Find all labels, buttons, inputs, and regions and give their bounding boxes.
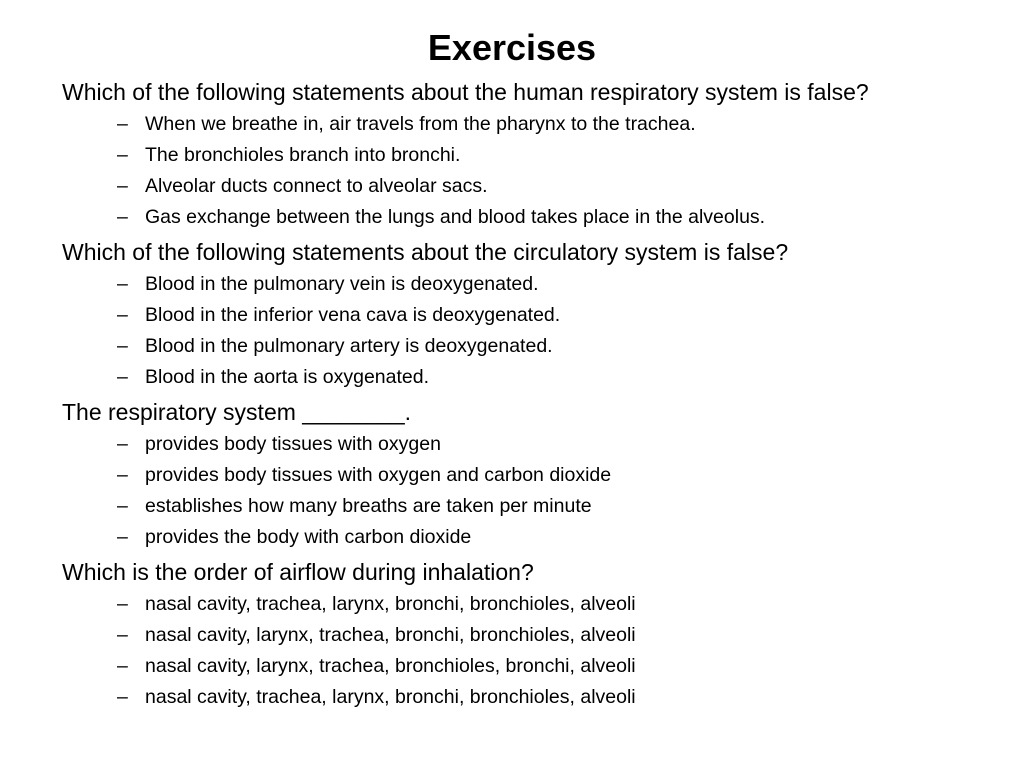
dash-bullet: –: [117, 304, 128, 326]
question-block: [62, 239, 962, 393]
question-text: The respiratory system ________.: [62, 399, 412, 425]
dash-bullet: –: [117, 273, 128, 295]
option-text: provides body tissues with oxygen and carbon dioxide: [145, 464, 612, 486]
dash-bullet: –: [117, 366, 128, 388]
question-text: Which is the order of airflow during inhalation?: [62, 559, 534, 585]
option-item: [62, 651, 962, 682]
dash-bullet: –: [117, 113, 128, 135]
option-item: [62, 682, 962, 713]
question-text: Which of the following statements about the human respiratory system is false?: [62, 79, 869, 105]
option-item: [62, 331, 962, 362]
option-item: [62, 620, 962, 651]
dash-bullet: –: [117, 335, 128, 357]
option-item: [62, 429, 962, 460]
option-item: [62, 589, 962, 620]
option-item: [62, 140, 962, 171]
option-text: nasal cavity, trachea, larynx, bronchi, bronchioles, alveoli: [145, 686, 636, 708]
option-text: The bronchioles branch into bronchi.: [145, 144, 461, 166]
option-item: [62, 491, 962, 522]
dash-bullet: –: [117, 624, 128, 646]
option-item: [62, 202, 962, 233]
option-text: Alveolar ducts connect to alveolar sacs.: [145, 175, 488, 197]
option-item: [62, 522, 962, 553]
option-text: Blood in the pulmonary vein is deoxygenated.: [145, 273, 539, 295]
dash-bullet: –: [117, 144, 128, 166]
option-text: nasal cavity, trachea, larynx, bronchi, bronchioles, alveoli: [145, 593, 636, 615]
option-item: [62, 269, 962, 300]
question-text: Which of the following statements about the circulatory system is false?: [62, 239, 789, 265]
dash-bullet: –: [117, 655, 128, 677]
dash-bullet: –: [117, 686, 128, 708]
option-text: nasal cavity, larynx, trachea, bronchi, bronchioles, alveoli: [145, 624, 636, 646]
option-item: [62, 109, 962, 140]
question-block: [62, 79, 962, 233]
option-list: [62, 109, 962, 233]
dash-bullet: –: [117, 206, 128, 228]
option-text: provides body tissues with oxygen: [145, 433, 441, 455]
option-text: Gas exchange between the lungs and blood takes place in the alveolus.: [145, 206, 766, 228]
option-text: nasal cavity, larynx, trachea, bronchioles, bronchi, alveoli: [145, 655, 636, 677]
option-list: [62, 269, 962, 393]
dash-bullet: –: [117, 495, 128, 517]
option-item: [62, 362, 962, 393]
option-item: [62, 300, 962, 331]
dash-bullet: –: [117, 433, 128, 455]
option-list: [62, 429, 962, 553]
dash-bullet: –: [117, 464, 128, 486]
dash-bullet: –: [117, 593, 128, 615]
dash-bullet: –: [117, 526, 128, 548]
option-text: Blood in the inferior vena cava is deoxygenated.: [145, 304, 561, 326]
slide-title: Exercises: [427, 27, 597, 68]
question-list: [62, 79, 962, 719]
option-text: provides the body with carbon dioxide: [145, 526, 472, 548]
question-block: [62, 399, 962, 553]
option-text: Blood in the pulmonary artery is deoxygenated.: [145, 335, 553, 357]
option-item: [62, 460, 962, 491]
option-text: Blood in the aorta is oxygenated.: [145, 366, 430, 388]
option-list: [62, 589, 962, 713]
option-item: [62, 171, 962, 202]
dash-bullet: –: [117, 175, 128, 197]
option-text: When we breathe in, air travels from the pharynx to the trachea.: [145, 113, 696, 135]
question-block: [62, 559, 962, 713]
option-text: establishes how many breaths are taken per minute: [145, 495, 592, 517]
